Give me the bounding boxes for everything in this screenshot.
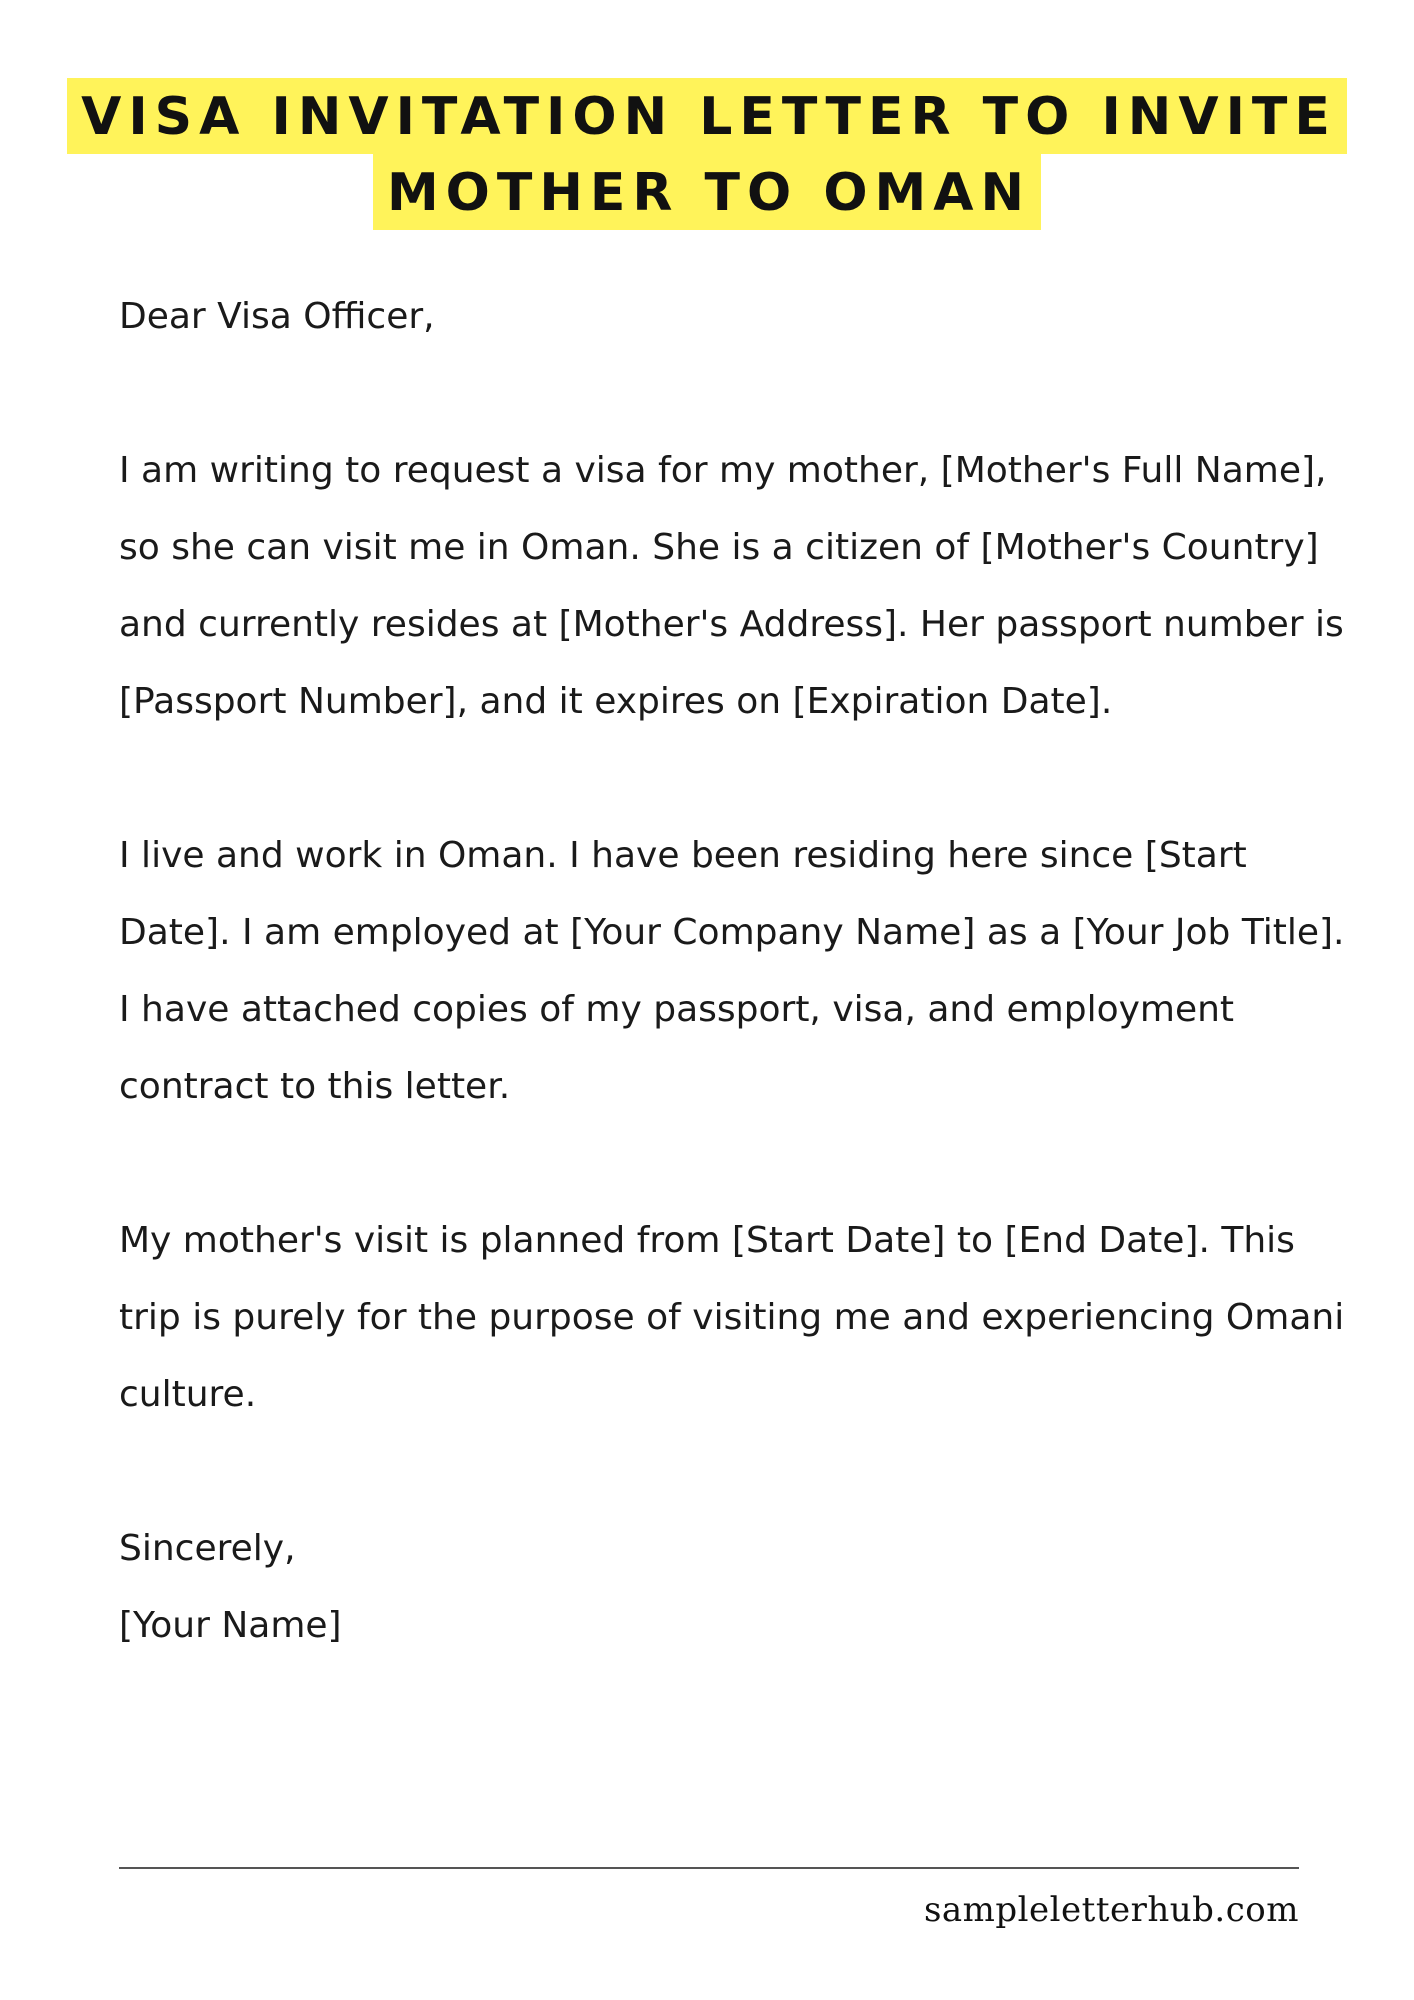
footer-divider bbox=[119, 1867, 1299, 1869]
paragraph-request: I am writing to request a visa for my mother, [Mother's Full Name], so she can visit me in Oman. She is a citizen of [Mother's Country] and currently resides at [Mother's Address]. Her passport number is [Passport Number], and it expires on [Expiration Date]. bbox=[119, 450, 1344, 722]
page-title bbox=[0, 78, 1414, 230]
site-name: sampleletterhub.com bbox=[923, 1890, 1299, 1930]
closing: Sincerely, bbox=[119, 1528, 296, 1569]
letter-body bbox=[119, 278, 1349, 1664]
title-line-1: VISA INVITATION LETTER TO INVITE bbox=[67, 78, 1347, 154]
signature: [Your Name] bbox=[119, 1605, 342, 1646]
paragraph-residence: I live and work in Oman. I have been residing here since [Start Date]. I am employed at [Your Company Name] as a [Your Job Title]. I have attached copies of my passport, visa, and employment contract to this letter. bbox=[119, 835, 1345, 1107]
salutation: Dear Visa Officer, bbox=[119, 296, 435, 337]
title-line-2: MOTHER TO OMAN bbox=[373, 154, 1041, 230]
paragraph-visit-plan: My mother's visit is planned from [Start Date] to [End Date]. This trip is purely for the purpose of visiting me and experiencing Omani culture. bbox=[119, 1220, 1345, 1415]
